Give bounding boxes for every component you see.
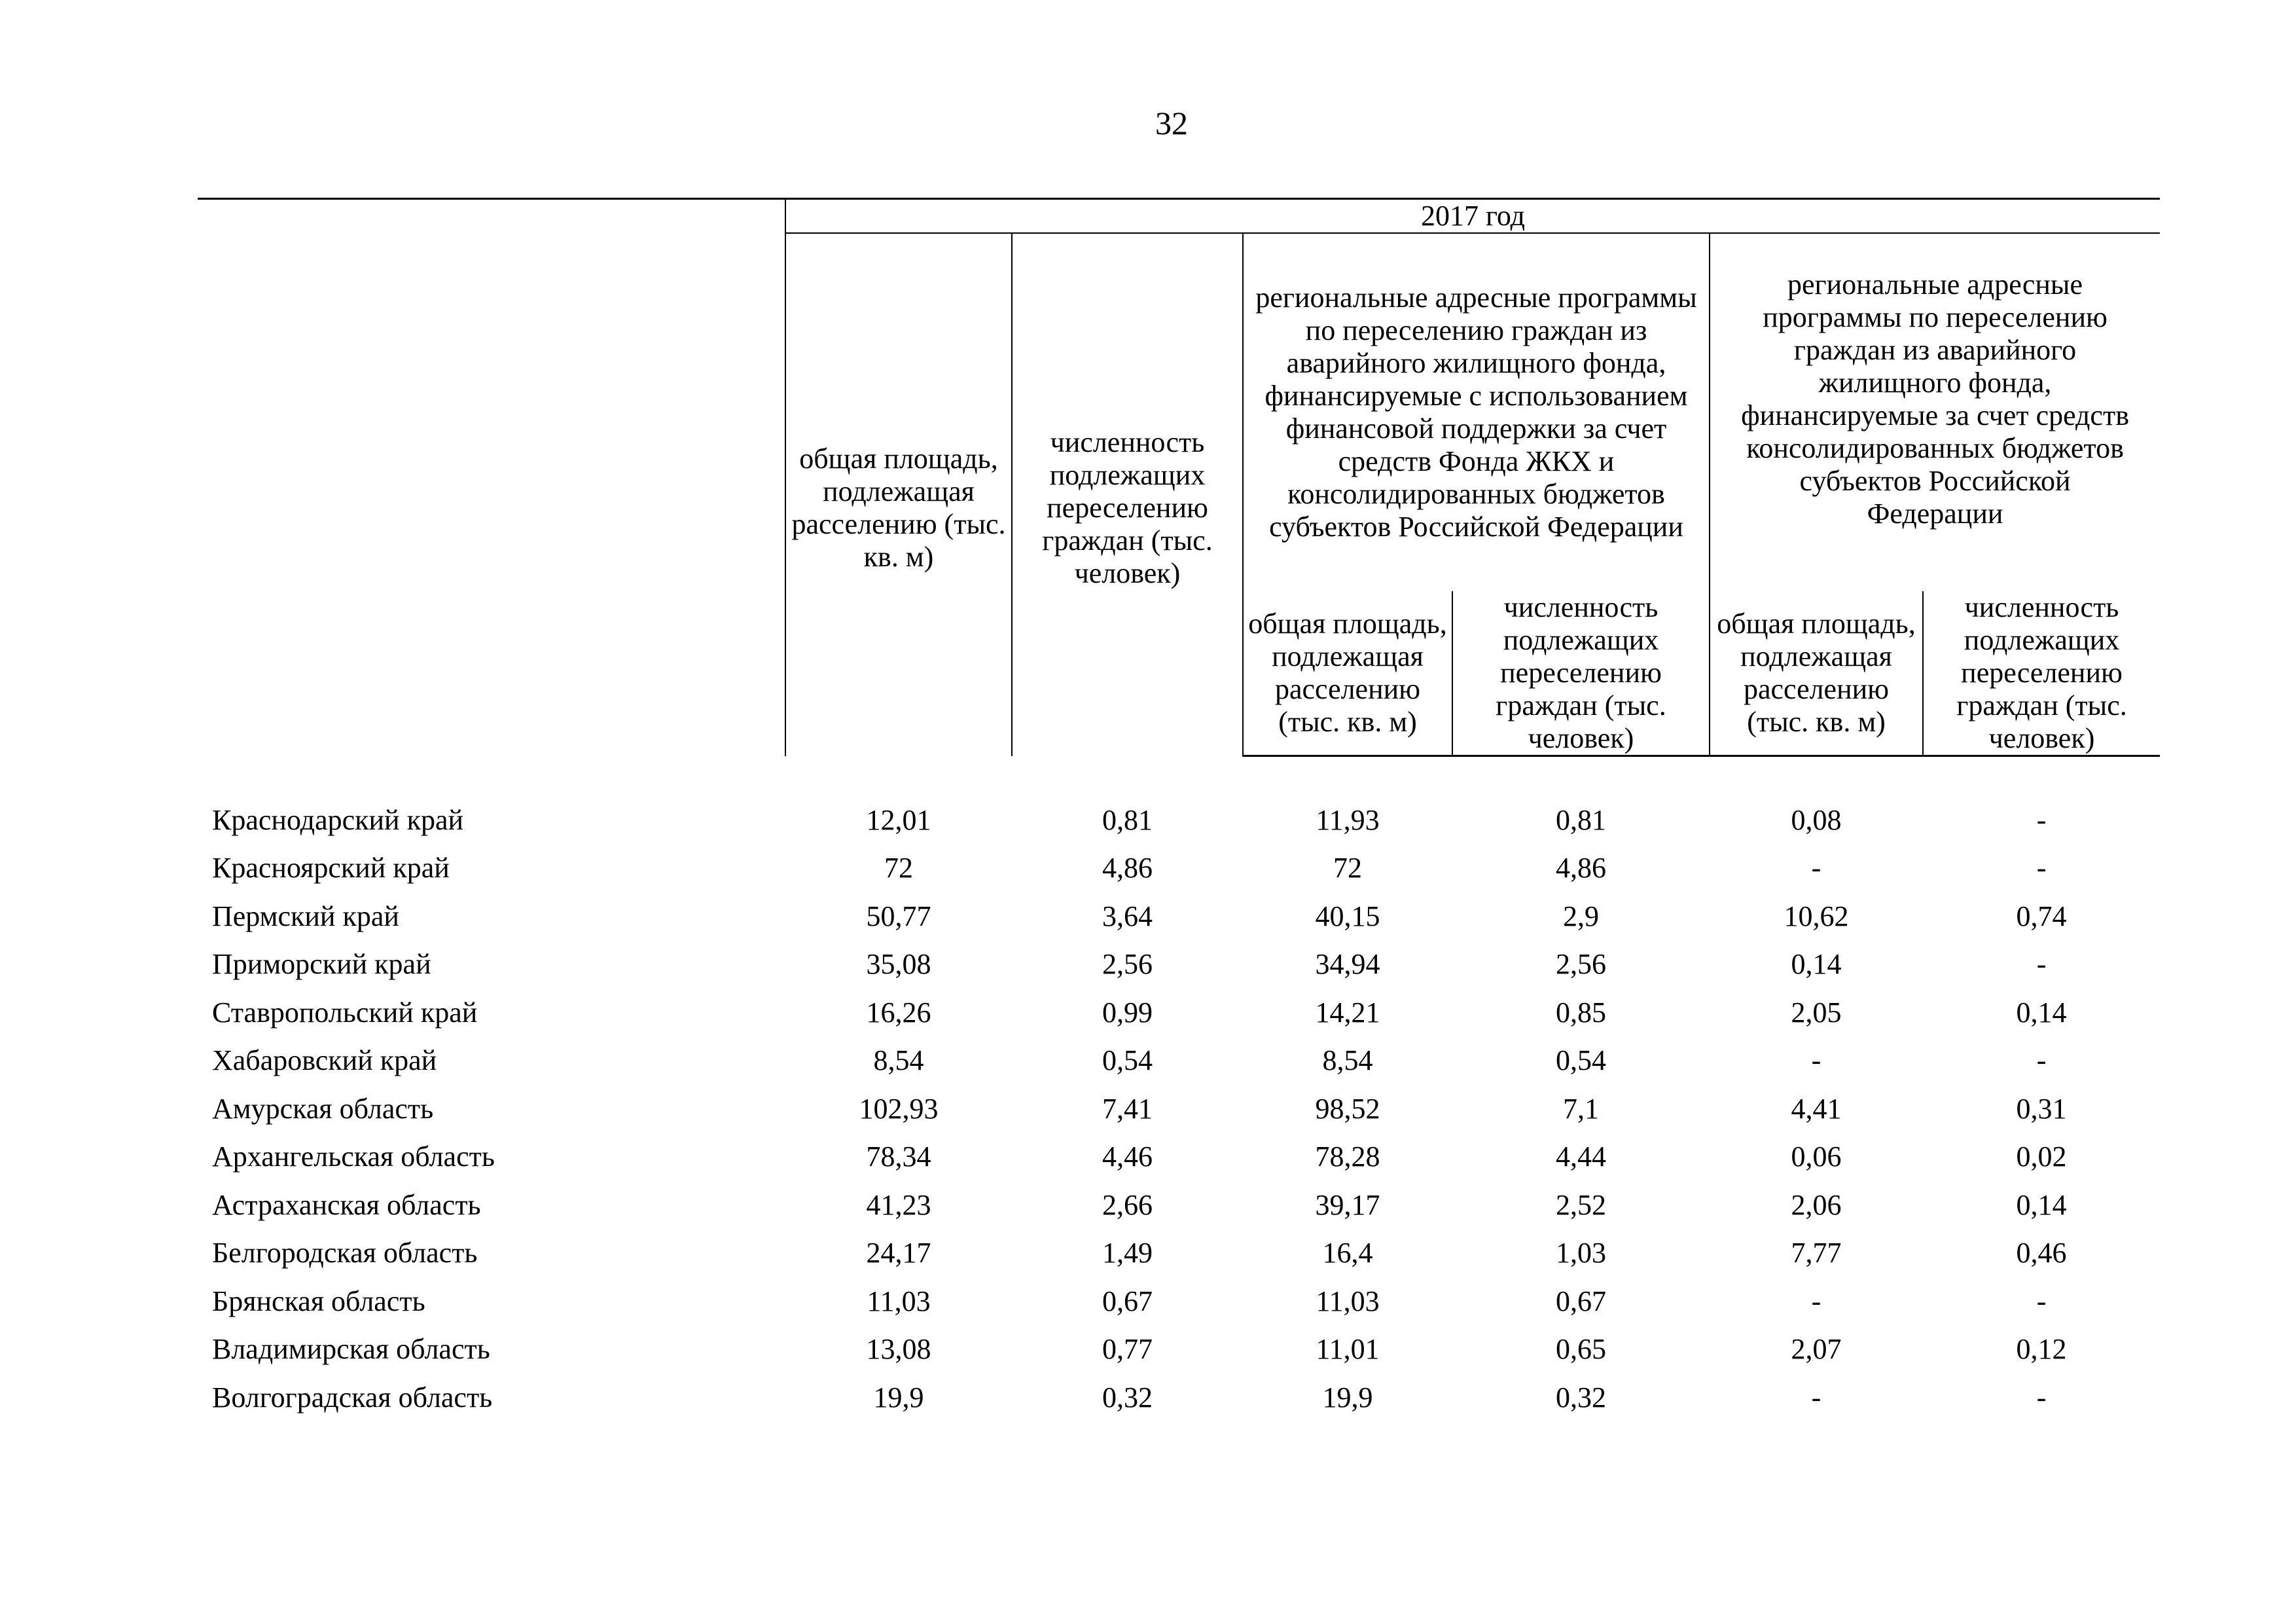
budget-area-cell: 0,06 (1791, 1140, 1842, 1173)
table-row (198, 1326, 2160, 1374)
year-header: 2017 год (785, 199, 2160, 234)
budget-people-cell: 0,74 (2016, 900, 2067, 932)
region-name-cell: Красноярский край (212, 852, 450, 884)
fund-people-cell: 2,56 (1556, 948, 1606, 981)
budget-people-cell: - (2036, 1381, 2047, 1413)
region-name-cell: Амурская область (212, 1092, 434, 1125)
budget-people-cell: 0,14 (2016, 996, 2067, 1029)
table-row (198, 892, 2160, 941)
table-row (198, 989, 2160, 1037)
budget-people-cell: 0,14 (2016, 1188, 2067, 1221)
region-name-cell: Ставропольский край (212, 996, 478, 1029)
total-area-cell: 8,54 (873, 1044, 924, 1077)
table-row (198, 1374, 2160, 1422)
region-name-cell: Белгородская область (212, 1237, 478, 1269)
fund-people-cell: 2,9 (1563, 900, 1599, 932)
program-budget-header: региональные адресные программы по переселению граждан из аварийного жилищного фонда, финансируемые за счет средств консолидированных бюджетов субъектов Российской Федерации (1710, 233, 2160, 591)
total-people-cell: 0,81 (1102, 803, 1153, 836)
fund-people-cell: 1,03 (1556, 1237, 1606, 1269)
total-area-cell: 102,93 (859, 1092, 939, 1125)
header-spacer-row (198, 756, 2160, 797)
total-area-cell: 13,08 (866, 1333, 931, 1366)
fund-people-cell: 0,67 (1556, 1285, 1606, 1317)
budget-people-cell: 0,31 (2016, 1092, 2067, 1125)
fund-area-cell: 8,54 (1322, 1044, 1373, 1077)
budget-area-header: общая площадь, подлежащая расселению (тыс. кв. м) (1710, 591, 1923, 756)
total-people-cell: 4,46 (1102, 1140, 1153, 1173)
region-name-cell: Пермский край (212, 900, 399, 932)
total-people-cell: 2,56 (1102, 948, 1153, 981)
total-people-cell: 0,77 (1102, 1333, 1153, 1366)
budget-people-cell: - (2036, 948, 2047, 981)
budget-people-cell: - (2036, 803, 2047, 836)
budget-people-cell: - (2036, 1044, 2047, 1077)
fund-area-cell: 11,93 (1316, 803, 1380, 836)
total-people-cell: 3,64 (1102, 900, 1153, 932)
budget-people-header: численность подлежащих переселению граждан (тыс. человек) (1923, 591, 2160, 756)
total-area-cell: 72 (884, 852, 913, 884)
total-people-cell: 0,99 (1102, 996, 1153, 1029)
fund-people-cell: 0,54 (1556, 1044, 1606, 1077)
fund-area-cell: 34,94 (1315, 948, 1380, 981)
budget-area-cell: 7,77 (1791, 1237, 1842, 1269)
table-row (198, 1181, 2160, 1230)
program-fund-header: региональные адресные программы по переселению граждан из аварийного жилищного фонда, финансируемые с использованием финансовой поддержки за счет средств Фонда ЖКХ и консолидированных бюджетов субъектов Российской Федерации (1243, 233, 1710, 591)
page-number: 32 (1155, 105, 1188, 141)
fund-people-cell: 0,32 (1556, 1381, 1606, 1413)
total-people-cell: 0,32 (1102, 1381, 1153, 1413)
total-area-cell: 24,17 (866, 1237, 931, 1269)
fund-people-cell: 4,86 (1556, 852, 1606, 884)
region-name-cell: Волгоградская область (212, 1381, 493, 1413)
table-row (198, 845, 2160, 893)
budget-area-cell: 2,06 (1791, 1188, 1842, 1221)
region-name-cell: Брянская область (212, 1285, 425, 1317)
fund-people-cell: 2,52 (1556, 1188, 1606, 1221)
total-area-cell: 50,77 (866, 900, 931, 932)
table-header (198, 199, 2160, 756)
budget-people-cell: 0,12 (2016, 1333, 2067, 1366)
fund-area-header: общая площадь, подлежащая расселению (тыс. кв. м) (1243, 591, 1452, 756)
fund-people-cell: 0,81 (1556, 803, 1606, 836)
total-people-cell: 7,41 (1102, 1092, 1153, 1125)
total-area-cell: 11,03 (867, 1285, 931, 1317)
table-row (198, 941, 2160, 989)
region-name-cell: Хабаровский край (212, 1044, 437, 1077)
region-name-cell: Астраханская область (212, 1188, 481, 1221)
fund-people-cell: 0,65 (1556, 1333, 1606, 1366)
region-name-cell: Краснодарский край (212, 803, 464, 836)
table-row (198, 1085, 2160, 1133)
table-body (198, 756, 2160, 1422)
total-area-cell: 16,26 (866, 996, 931, 1029)
budget-area-cell: 2,07 (1791, 1333, 1842, 1366)
fund-area-cell: 72 (1333, 852, 1362, 884)
budget-area-cell: 0,08 (1791, 803, 1842, 836)
budget-area-cell: 0,14 (1791, 948, 1842, 981)
budget-area-cell: - (1811, 852, 1821, 884)
total-people-header: численность подлежащих переселению граждан (тыс. человек) (1012, 233, 1243, 756)
region-name-cell: Архангельская область (212, 1140, 495, 1173)
fund-area-cell: 98,52 (1315, 1092, 1380, 1125)
table-row (198, 1133, 2160, 1182)
budget-people-cell: - (2036, 852, 2047, 884)
fund-people-cell: 4,44 (1556, 1140, 1606, 1173)
total-area-cell: 41,23 (866, 1188, 931, 1221)
total-area-cell: 19,9 (873, 1381, 924, 1413)
region-name-cell: Приморский край (212, 948, 431, 981)
total-people-cell: 2,66 (1102, 1188, 1153, 1221)
fund-area-cell: 78,28 (1315, 1140, 1380, 1173)
total-people-cell: 0,54 (1102, 1044, 1153, 1077)
budget-people-cell: 0,02 (2016, 1140, 2067, 1173)
total-area-cell: 35,08 (866, 948, 931, 981)
fund-people-cell: 0,85 (1556, 996, 1606, 1029)
fund-people-header: численность подлежащих переселению граждан (тыс. человек) (1452, 591, 1710, 756)
region-header-cell (198, 199, 785, 756)
budget-area-cell: - (1811, 1285, 1821, 1317)
total-area-cell: 78,34 (866, 1140, 931, 1173)
budget-area-cell: 4,41 (1791, 1092, 1842, 1125)
fund-area-cell: 16,4 (1322, 1237, 1373, 1269)
total-people-cell: 0,67 (1102, 1285, 1153, 1317)
fund-area-cell: 40,15 (1315, 900, 1380, 932)
budget-area-cell: - (1811, 1381, 1821, 1413)
total-area-cell: 12,01 (866, 803, 931, 836)
table-row (198, 1277, 2160, 1326)
fund-area-cell: 19,9 (1322, 1381, 1373, 1413)
table-row (198, 1037, 2160, 1085)
total-area-header: общая площадь, подлежащая расселению (тыс. кв. м) (785, 233, 1012, 756)
total-people-cell: 1,49 (1102, 1237, 1153, 1269)
budget-area-cell: 2,05 (1791, 996, 1842, 1029)
budget-people-cell: - (2036, 1285, 2047, 1317)
resettlement-table (198, 198, 2160, 1422)
budget-area-cell: 10,62 (1784, 900, 1849, 932)
region-name-cell: Владимирская область (212, 1333, 490, 1366)
budget-people-cell: 0,46 (2016, 1237, 2067, 1269)
fund-area-cell: 11,01 (1316, 1333, 1380, 1366)
fund-area-cell: 39,17 (1315, 1188, 1380, 1221)
table-row (198, 796, 2160, 845)
fund-area-cell: 11,03 (1316, 1285, 1380, 1317)
table-row (198, 1230, 2160, 1278)
budget-area-cell: - (1811, 1044, 1821, 1077)
fund-area-cell: 14,21 (1315, 996, 1380, 1029)
total-people-cell: 4,86 (1102, 852, 1153, 884)
fund-people-cell: 7,1 (1563, 1092, 1599, 1125)
resettlement-table-container (198, 198, 2160, 1422)
